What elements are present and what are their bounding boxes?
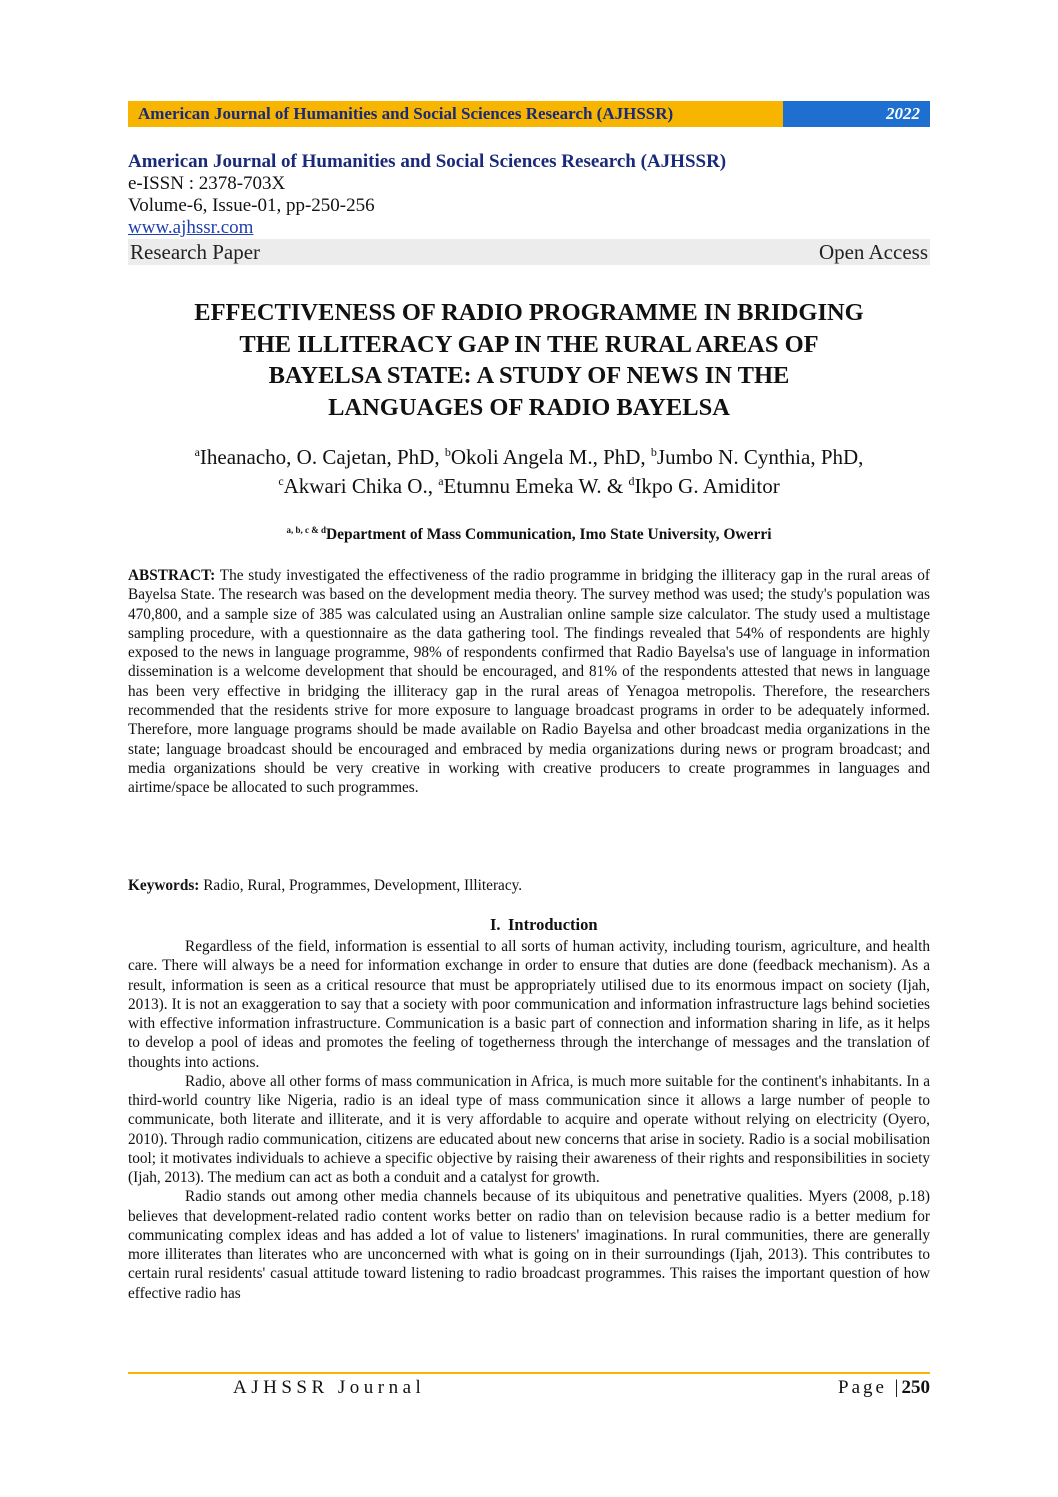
header-journal-name: American Journal of Humanities and Social Sciences Research (AJHSSR) [128,101,783,127]
abstract [128,566,930,798]
journal-title: American Journal of Humanities and Social Sciences Research (AJHSSR) [128,151,727,172]
section-title: Introduction [508,915,598,934]
header-year: 2022 [783,101,930,127]
journal-issn: e-ISSN : 2378-703X [128,173,286,194]
footer-rule [128,1372,930,1374]
author-sup: b [650,445,657,459]
affiliation [128,525,930,545]
running-header [128,101,930,127]
affiliation-sup: a, b, c & d [286,524,326,535]
page-footer [128,1377,930,1399]
author-sup: a [438,474,444,488]
paper-type: Research Paper [130,240,261,264]
footer-page [838,1377,930,1399]
paragraph: Regardless of the field, information is essential to all sorts of human activity, including tourism, agriculture, and health care. There will always be a need for information exchange in order to ensure that duties are done (feedback mechanism). As a result, information is seen as a critical resource that must be appropriately utilised due to its enormous impact on society (Ijah, 2013). It is not an exaggeration to say that a society with poor communication and information infrastructure lags behind societies with effective information infrastructure. Communication is a basic part of connection and information sharing in life, as it helps to develop a pool of ideas and promotes the feeling of togetherness through the interchange of messages and the translation of thoughts into actions. [128,938,930,1071]
author-sup: c [278,474,284,488]
title-line: THE ILLITERACY GAP IN THE RURAL AREAS OF [239,330,819,358]
paper-type-row [128,239,930,265]
title-line: BAYELSA STATE: A STUDY OF NEWS IN THE [268,362,790,389]
title-line: LANGUAGES OF RADIO BAYELSA [328,393,730,421]
title-line: EFFECTIVENESS OF RADIO PROGRAMME IN BRIDGING [194,299,864,326]
paper-title [128,297,930,423]
author-name: Iheanacho, O. Cajetan, PhD, [199,445,445,469]
author-sup: b [444,445,451,459]
author-line-2 [128,472,930,501]
keywords [128,876,930,895]
author-name: Akwari Chika O., [283,474,439,498]
introduction-body [128,937,930,1303]
author-sup: d [628,474,635,488]
footer-page-number: 250 [901,1377,930,1398]
keywords-text: Radio, Rural, Programmes, Development, Illiteracy. [199,877,523,894]
access-type: Open Access [818,240,928,264]
affiliation-text: Department of Mass Communication, Imo State University, Owerri [325,526,772,543]
journal-website-link[interactable]: www.ajhssr.com [128,217,254,238]
author-name: Okoli Angela M., PhD, [450,445,651,469]
paragraph: Radio, above all other forms of mass communication in Africa, is much more suitable for the continent's inhabitants. In a third-world country like Nigeria, radio is an ideal type of mass communication since it allows a large number of people to communicate, both literate and illiterate, and it is very affordable to acquire and operate without relying on electricity (Oyero, 2010). Through radio communication, citizens are educated about new concerns that arise in society. Radio is a social mobilisation tool; it motivates individuals to achieve a specific objective by raising their awareness of their rights and responsibilities in society (Ijah, 2013). The medium can act as both a conduit and a catalyst for growth. [128,1072,930,1186]
paragraph: Radio stands out among other media channels because of its ubiquitous and penetrative qualities. Myers (2008, p.18) believes that development-related radio content works better on radio than on television because radio is a better medium for communicating complex ideas and has added a lot of value to listeners' imaginations. In rural communities, there are generally more illiterates than literates who are unconcerned with what is going on in their surroundings (Ijah, 2013). This contributes to certain rural residents' casual attitude toward listening to radio broadcast programmes. This raises the important question of how effective radio has [128,1188,930,1302]
section-number: I. [490,915,501,934]
author-sup: a [194,445,200,459]
author-line-1 [128,443,930,472]
author-name: Etumnu Emeka W. & [443,474,629,498]
abstract-text: The study investigated the effectiveness of the radio programme in bridging the illiteracy gap in the rural areas of Bayelsa State. The research was based on the development media theory. The survey method was used; the study's population was 470,800, and a sample size of 385 was calculated using an Australian online sample size calculator. The study used a multistage sampling procedure, with a questionnaire as the data gathering tool. The findings revealed that 54% of respondents are highly exposed to the news in language programme, 98% of respondents confirmed that Radio Bayelsa's use of language in information dissemination is a welcome development that should be encouraged, and 81% of the respondents attested that news in language has been very effective in bridging the illiteracy gap in the rural areas of Yenagoa metropolis. Therefore, the researchers recommended that the residents strive for more exposure to language broadcast programs in order to be adequately informed. Therefore, more language programs should be made available on Radio Bayelsa and other broadcast media organizations in the state; language broadcast should be encouraged and embraced by media organizations during news or program broadcast; and media organizations should be very creative in working with creative producers to create programmes in languages and airtime/space be allocated to such programmes. [128,567,930,797]
author-list [128,443,930,501]
journal-info [128,151,930,265]
footer-page-label: Page | [838,1377,902,1398]
abstract-label: ABSTRACT: [128,567,216,584]
footer-journal: AJHSSR Journal [233,1377,426,1398]
author-name: Jumbo N. Cynthia, PhD, [656,445,864,469]
author-name: Ikpo G. Amiditor [634,474,780,498]
keywords-label: Keywords: [128,877,200,894]
journal-volume: Volume-6, Issue-01, pp-250-256 [128,195,375,216]
